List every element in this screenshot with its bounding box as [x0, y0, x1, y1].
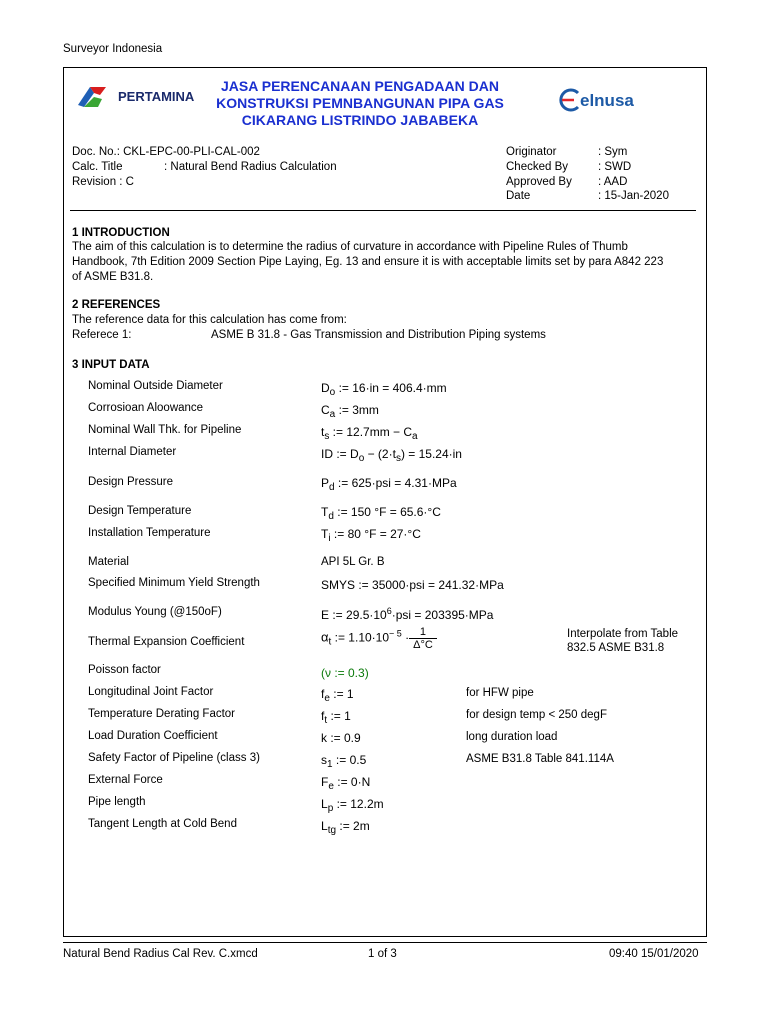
elnusa-wordmark: elnusa: [580, 91, 634, 110]
label-temperature-derating: Temperature Derating Factor: [88, 708, 236, 720]
references-heading: 2 REFERENCES: [72, 299, 161, 311]
expr-poisson-factor: (ν := 0.3): [321, 666, 369, 680]
label-poisson-factor: Poisson factor: [88, 664, 161, 676]
value-material: API 5L Gr. B: [321, 556, 385, 568]
elnusa-emblem-icon: [556, 88, 582, 112]
label-outside-diameter: Nominal Outside Diameter: [88, 380, 223, 392]
expr-thermal-expansion: $\alpha_t$ := $1.10\cdot 10^{- 5}$ · $\frac{1}{\Delta^\circ C}$: [321, 626, 437, 651]
reference-1-label: Referece 1:: [72, 329, 132, 341]
elnusa-logo: [556, 88, 582, 115]
page-header: Surveyor Indonesia: [63, 43, 163, 55]
note-temperature-derating: for design temp < 250 degF: [466, 709, 607, 721]
references-text: The reference data for this calculation has come from:: [72, 314, 347, 326]
label-corrosion-allowance: Corrosioan Aloowance: [88, 402, 204, 414]
note-safety-factor: ASME B31.8 Table 841.114A: [466, 753, 614, 765]
intro-text: The aim of this calculation is to determine the radius of curvature in accordance with Pipeline Rules of Thumb Handbook, 7th Edition 2009 Section Pipe Laying, Eg. 13 and ensure it is with acceptable limits set by para A842 223 of ASME B31.8.: [72, 241, 664, 283]
label-thermal-expansion: Thermal Expansion Coefficient: [88, 636, 245, 648]
expr-design-pressure: $P_d$ := 625·psi = 4.31·MPa: [321, 476, 457, 493]
note-thermal-expansion-1: Interpolate from Table: [567, 628, 679, 640]
pertamina-wordmark: PERTAMINA: [118, 89, 195, 104]
calc-title-value: : Natural Bend Radius Calculation: [164, 161, 337, 173]
reference-1-value: ASME B 31.8 - Gas Transmission and Distribution Piping systems: [211, 329, 546, 341]
expr-design-temperature: $T_d$ := 150 °F = 65.6·°C: [321, 505, 441, 522]
date-label: Date: [506, 190, 531, 202]
checked-label: Checked By: [506, 161, 569, 173]
label-material: Material: [88, 556, 129, 568]
expr-internal-diameter: ID := $D_o - (2\cdot t_s) = 15.24\cdot in$: [321, 447, 462, 464]
header-divider: [70, 210, 696, 211]
label-internal-diameter: Internal Diameter: [88, 446, 177, 458]
label-modulus-young: Modulus Young (@150oF): [88, 606, 222, 618]
date-value: : 15-Jan-2020: [598, 190, 669, 202]
label-wall-thickness: Nominal Wall Thk. for Pipeline: [88, 424, 242, 436]
pertamina-emblem-icon: [76, 85, 116, 109]
footer-divider: [63, 942, 707, 943]
pertamina-logo: [76, 85, 116, 112]
intro-heading: 1 INTRODUCTION: [72, 227, 170, 239]
expr-smys: SMYS := 35000·psi = 241.32·MPa: [321, 578, 504, 592]
expr-external-force: $F_e$ := 0·N: [321, 775, 371, 792]
label-load-duration: Load Duration Coefficient: [88, 730, 218, 742]
expr-installation-temperature: $T_i$ := 80 °F = 27·°C: [321, 527, 421, 544]
thermal-expansion-fraction: $\frac{1}{\Delta^\circ C}$: [409, 626, 437, 651]
expr-modulus-young: E := $29.5\cdot 10^6\cdot psi = 203395\cdot MPa$: [321, 606, 494, 622]
note-thermal-expansion-2: 832.5 ASME B31.8: [567, 642, 665, 654]
doc-number: Doc. No.: CKL-EPC-00-PLI-CAL-002: [72, 146, 260, 158]
label-external-force: External Force: [88, 774, 163, 786]
label-design-temperature: Design Temperature: [88, 505, 192, 517]
expr-corrosion-allowance: $C_a$ := 3mm: [321, 403, 379, 420]
expr-load-duration: k := 0.9: [321, 731, 361, 745]
approved-value: : AAD: [598, 176, 628, 188]
originator-value: : Sym: [598, 146, 628, 158]
expr-tangent-length: $L_{tg}$ := 2m: [321, 819, 370, 836]
expr-wall-thickness: $t_s$ := $12.7mm - C_a$: [321, 425, 418, 442]
footer-file-name: Natural Bend Radius Cal Rev. C.xmcd: [63, 948, 258, 960]
originator-label: Originator: [506, 146, 557, 158]
revision: Revision : C: [72, 176, 134, 188]
note-load-duration: long duration load: [466, 731, 558, 743]
expr-joint-factor: $f_e$ := 1: [321, 687, 354, 704]
note-joint-factor: for HFW pipe: [466, 687, 534, 699]
footer-datetime: 09:40 15/01/2020: [609, 948, 699, 960]
approved-label: Approved By: [506, 176, 572, 188]
expr-pipe-length: $L_p$ := 12.2m: [321, 797, 384, 814]
label-tangent-length: Tangent Length at Cold Bend: [88, 818, 237, 830]
label-safety-factor: Safety Factor of Pipeline (class 3): [88, 752, 260, 764]
expr-outside-diameter: $D_o$ := 16·in = 406.4·mm: [321, 381, 447, 398]
label-joint-factor: Longitudinal Joint Factor: [88, 686, 214, 698]
label-pipe-length: Pipe length: [88, 796, 146, 808]
input-heading: 3 INPUT DATA: [72, 359, 150, 371]
expr-safety-factor: $s_1$ := 0.5: [321, 753, 367, 770]
label-design-pressure: Design Pressure: [88, 476, 174, 488]
label-installation-temperature: Installation Temperature: [88, 527, 211, 539]
footer-page-number: 1 of 3: [368, 948, 397, 960]
label-smys: Specified Minimum Yield Strength: [88, 577, 260, 589]
calc-title-label: Calc. Title: [72, 161, 123, 173]
document-title: JASA PERENCANAAN PENGADAAN DAN KONSTRUKSI PEMNBANGUNAN PIPA GAS CIKARANG LISTRINDO JABABEKA: [216, 78, 504, 128]
checked-value: : SWD: [598, 161, 632, 173]
expr-temperature-derating: $f_t$ := 1: [321, 709, 351, 726]
